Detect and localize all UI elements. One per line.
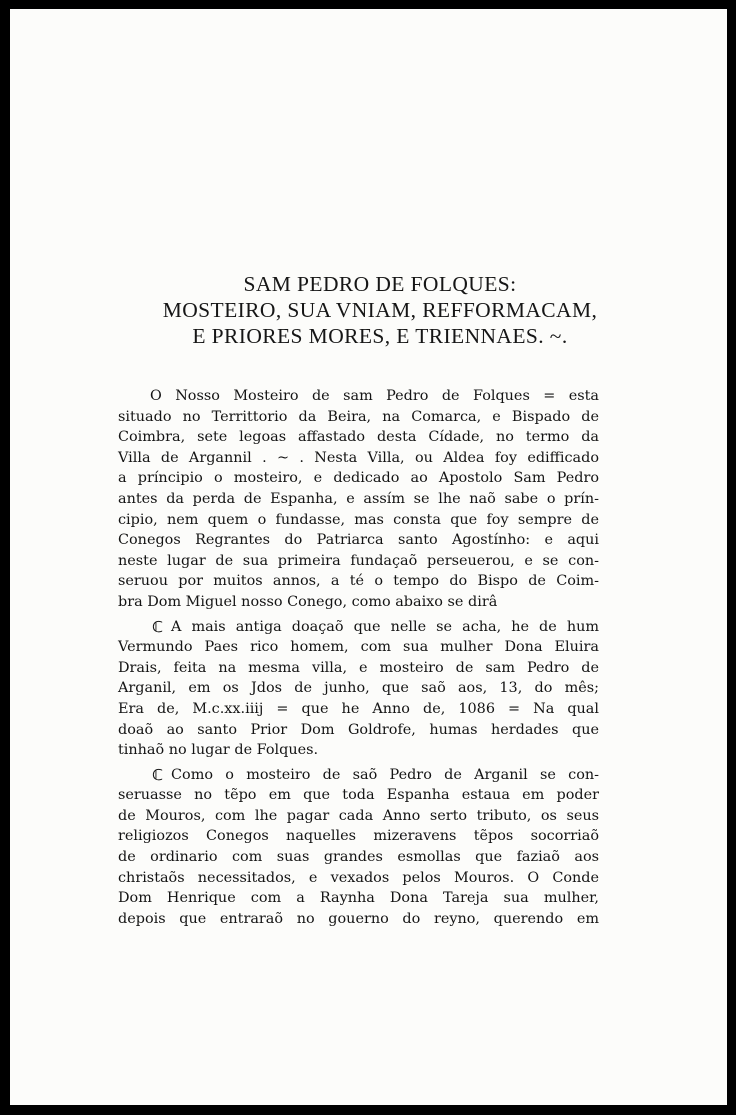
text-line: seruasse no tẽpo em que toda Espanha estaua em poder bbox=[118, 787, 599, 804]
text-line: antes da perda de Espanha, e assím se lhe naõ sabe o prín- bbox=[118, 490, 599, 507]
paragraph-mark-icon: ℂ bbox=[152, 617, 164, 636]
heading-line-1: SAM PEDRO DE FOLQUES: bbox=[243, 272, 517, 296]
heading-line-3: E PRIORES MORES, E TRIENNAES. ~. bbox=[192, 324, 568, 348]
text-line: religiozos Conegos naquelles mizeravens tẽpos socorriaõ bbox=[118, 828, 599, 845]
text-line: Como o mosteiro de saõ Pedro de Arganil se con- bbox=[171, 766, 599, 783]
text-line: Drais, feita na mesma villa, e mosteiro de sam Pedro de bbox=[118, 659, 599, 676]
heading-line-2: MOSTEIRO, SUA VNIAM, REFFORMACAM, bbox=[162, 298, 598, 322]
text-line: neste lugar de sua primeira fundaçaõ perseuerou, e se con- bbox=[118, 552, 599, 569]
text-line: tinhaõ no lugar de Folques. bbox=[118, 742, 319, 759]
text-line: O Nosso Mosteiro de sam Pedro de Folques = esta bbox=[150, 388, 599, 404]
paragraph-mark-icon: ℂ bbox=[152, 765, 164, 784]
paragraph-3 bbox=[118, 765, 599, 930]
text-line: Villa de Argannil . ~ . Nesta Villa, ou Aldea foy edifficado bbox=[118, 449, 599, 466]
text-line: depois que entraraõ no gouerno do reyno, querendo em bbox=[118, 910, 599, 927]
paragraph-2 bbox=[118, 617, 599, 761]
text-line: christaõs necessitados, e vexados pelos Mouros. O Conde bbox=[118, 869, 599, 886]
text-line: Dom Henrique com a Raynha Dona Tareja sua mulher, bbox=[118, 890, 599, 907]
text-line-with-mark bbox=[118, 765, 599, 786]
text-line: cipio, nem quem o fundasse, mas consta que foy sempre de bbox=[118, 511, 599, 528]
text-line: Coimbra, sete legoas affastado desta Cídade, no termo da bbox=[118, 429, 599, 446]
text-line: situado no Territtorio da Beira, na Comarca, e Bispado de bbox=[118, 408, 599, 425]
text-line: bra Dom Miguel nosso Conego, como abaixo se dirâ bbox=[118, 593, 498, 610]
document-page bbox=[10, 9, 727, 1105]
text-line: A mais antiga doaçaõ que nelle se acha, he de hum bbox=[171, 618, 599, 635]
text-line: doaõ ao santo Prior Dom Goldrofe, humas herdades que bbox=[118, 721, 599, 738]
body-text bbox=[118, 386, 599, 929]
paragraph-1 bbox=[118, 386, 599, 613]
text-line: Conegos Regrantes do Patriarca santo Agostínho: e aqui bbox=[118, 532, 599, 549]
text-line: de ordinario com suas grandes esmollas que faziaõ aos bbox=[118, 849, 599, 866]
text-line: seruou por muitos annos, a té o tempo do Bispo de Coim- bbox=[118, 573, 599, 590]
text-line: Arganil, em os Jdos de junho, que saõ aos, 13, do mês; bbox=[118, 680, 599, 697]
text-line: de Mouros, com lhe pagar cada Anno serto tributo, os seus bbox=[118, 807, 599, 824]
text-line: Vermundo Paes rico homem, com sua mulher Dona Eluira bbox=[118, 639, 599, 656]
chapter-heading bbox=[110, 271, 650, 349]
text-line-with-mark bbox=[118, 617, 599, 638]
text-line: Era de, M.c.xx.iiij = que he Anno de, 1086 = Na qual bbox=[118, 700, 599, 717]
text-line: a príncipio o mosteiro, e dedicado ao Apostolo Sam Pedro bbox=[118, 470, 599, 487]
